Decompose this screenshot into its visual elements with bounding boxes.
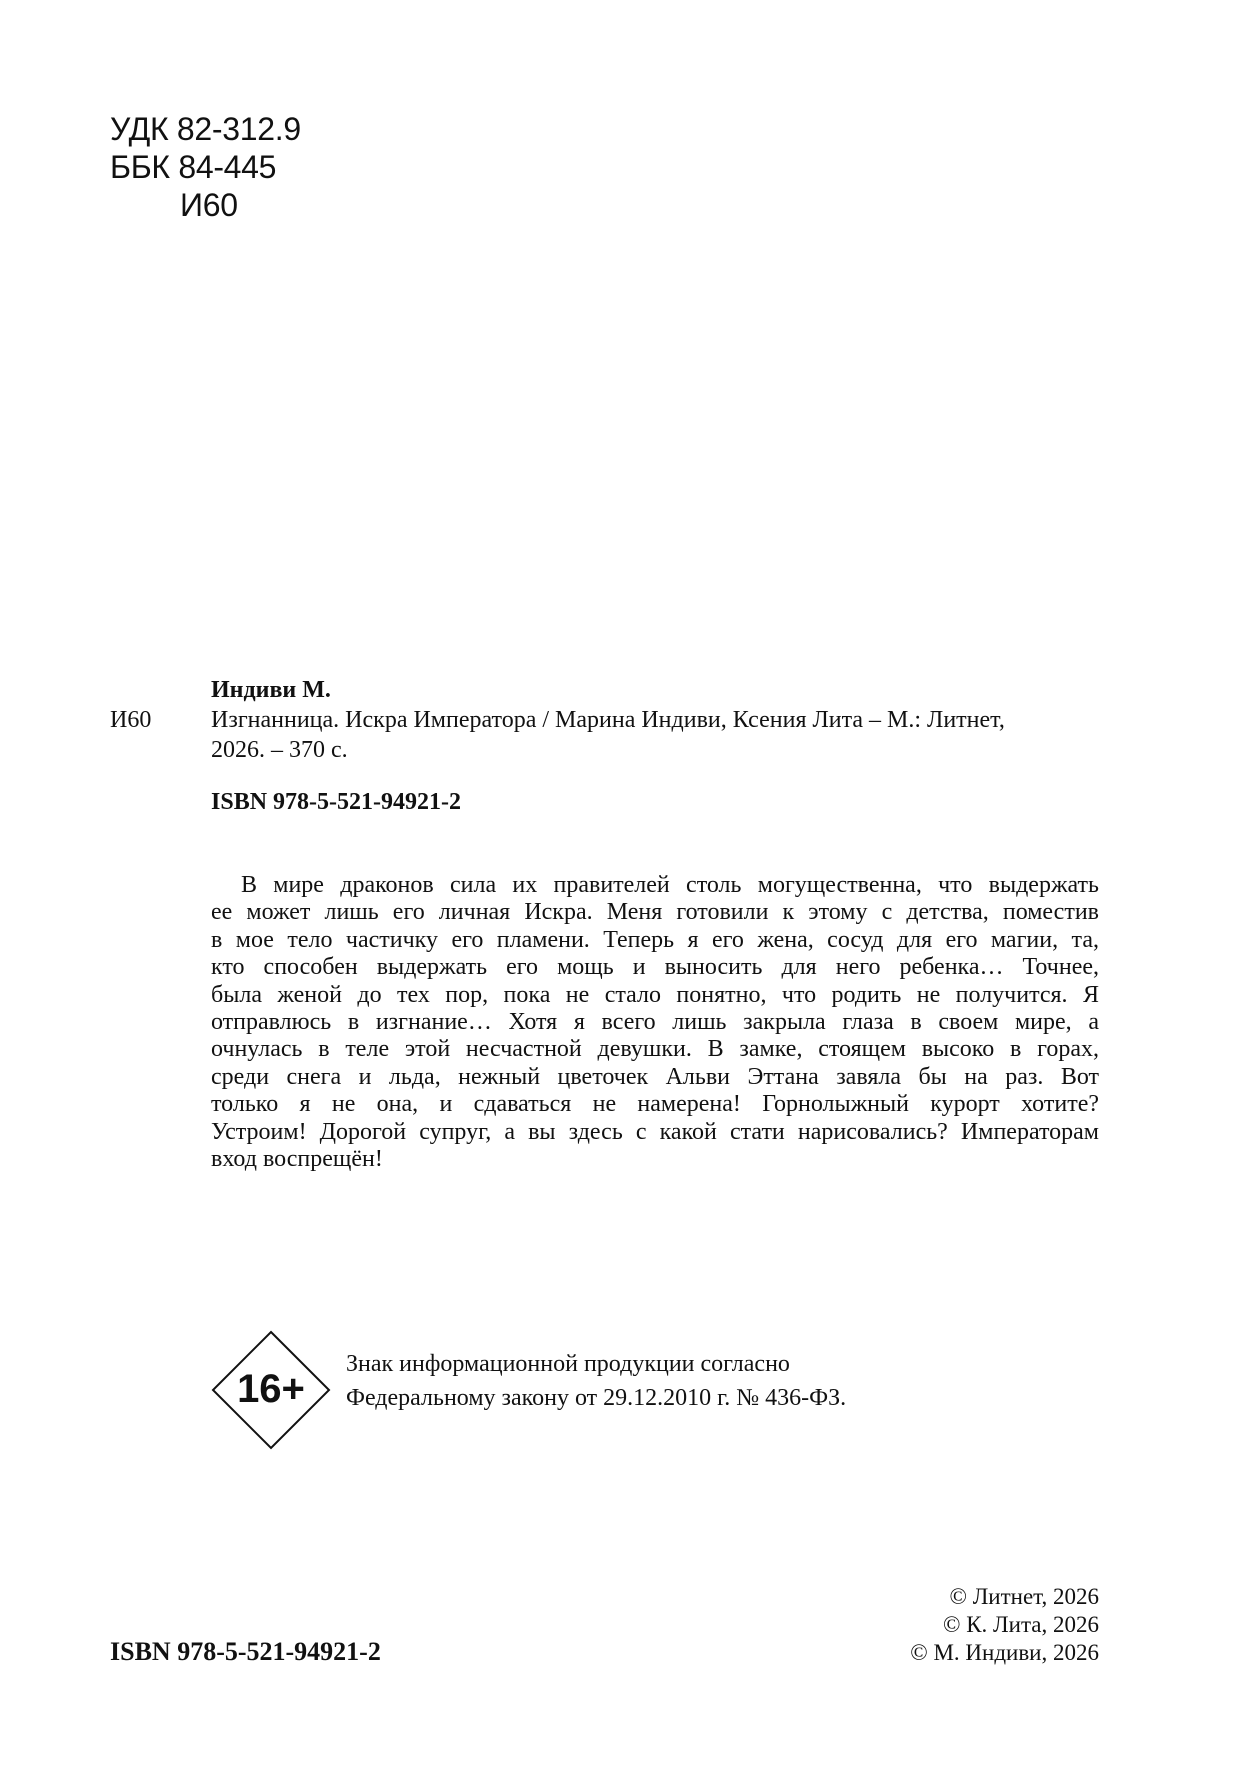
copyright-line: © Литнет, 2026 bbox=[949, 1584, 1099, 1609]
age-rating-sign: 16+ bbox=[237, 1367, 305, 1411]
annotation-line: В мире драконов сила их правителей столь могущественна, что выдержать bbox=[241, 872, 1099, 898]
isbn-bottom: ISBN 978-5-521-94921-2 bbox=[110, 1637, 381, 1666]
author-mark-inline: И60 bbox=[110, 707, 152, 733]
annotation-line: была женой до тех пор, пока не стало понятно, что родить не получится. Я bbox=[211, 981, 1099, 1008]
age-rating-line: Знак информационной продукции согласно bbox=[346, 1351, 790, 1377]
annotation-line: очнулась в теле этой несчастной девушки. В замке, стоящем высоко в горах, bbox=[211, 1036, 1099, 1063]
author-name: Индиви М. bbox=[211, 677, 331, 703]
classification-block bbox=[110, 110, 301, 224]
copyright-line: © К. Лита, 2026 bbox=[942, 1612, 1099, 1637]
annotation-line: в мое тело частичку его пламени. Теперь я его жена, сосуд для его магии, та, bbox=[211, 926, 1099, 953]
age-rating-line: Федеральному закону от 29.12.2010 г. № 436-ФЗ. bbox=[346, 1385, 847, 1411]
annotation-line: только я не она, и сдаваться не намерена! Горнолыжный курорт хотите? bbox=[211, 1091, 1099, 1118]
isbn-main: ISBN 978-5-521-94921-2 bbox=[211, 789, 461, 815]
bibliographic-description bbox=[211, 705, 1101, 765]
annotation bbox=[211, 872, 1099, 1173]
copyright-line: © М. Индиви, 2026 bbox=[910, 1640, 1099, 1665]
annotation-line: кто способен выдержать его мощь и выносить для него ребенка… Точнее, bbox=[211, 954, 1099, 981]
age-rating-icon bbox=[211, 1330, 331, 1450]
annotation-line: Устроим! Дорогой супруг, а вы здесь с какой стати нарисовались? Императорам bbox=[211, 1118, 1099, 1145]
udk-code: УДК 82-312.9 bbox=[110, 111, 301, 147]
age-rating-notice bbox=[346, 1347, 846, 1415]
annotation-line: вход воспрещён! bbox=[211, 1146, 383, 1173]
copyright-block bbox=[910, 1583, 1099, 1667]
description-line: 2026. – 370 с. bbox=[211, 737, 348, 763]
author-mark: И60 bbox=[180, 187, 238, 223]
description-line: Изгнанница. Искра Императора / Марина Индиви, Ксения Лита – М.: Литнет, bbox=[211, 707, 1005, 733]
annotation-line: ее может лишь его личная Искра. Меня готовили к этому с детства, поместив bbox=[211, 899, 1099, 926]
annotation-line: отправлюсь в изгнание… Хотя я всего лишь закрыла глаза в своем мире, а bbox=[211, 1009, 1099, 1036]
annotation-line: среди снега и льда, нежный цветочек Альви Эттана завяла бы на раз. Вот bbox=[211, 1063, 1099, 1090]
bbk-code: ББК 84-445 bbox=[110, 149, 277, 185]
